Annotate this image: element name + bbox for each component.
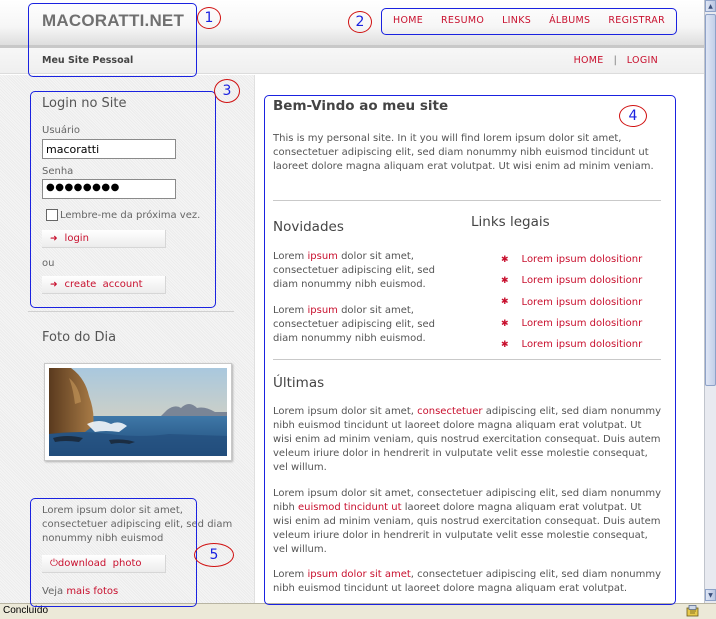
latest-paragraph (273, 405, 663, 475)
annotation-marker-5: 5 (194, 543, 234, 567)
latest-text: , consectetuer adipiscing elit, sed diam nonummy nibh euismod tincidunt ut laoreet dolore magna aliquam erat volutpat. (273, 569, 662, 594)
nav-home[interactable]: HOME (393, 14, 424, 26)
username-input[interactable] (42, 139, 176, 159)
news-text: dolor sit amet, consectetuer adipiscing elit, sed diam nonummy nibh euismod. (273, 305, 436, 344)
link-label[interactable]: Lorem ipsum dolositionr (521, 318, 643, 330)
login-button[interactable] (42, 230, 166, 248)
more-photos-prefix: Veja (42, 586, 67, 597)
star-bullet-icon: ✱ (501, 339, 509, 350)
arrow-right-icon: ➜ (50, 233, 58, 244)
photo-title: Foto do Dia (42, 330, 117, 345)
annotation-marker-4: 4 (619, 105, 647, 127)
main-title: Bem-Vindo ao meu site (273, 98, 449, 114)
scroll-down-button[interactable] (705, 589, 716, 601)
latest-paragraph (273, 568, 663, 596)
remember-label: Lembre-me da próxima vez. (60, 209, 201, 221)
nav-albums[interactable]: ÁLBUMS (549, 14, 591, 26)
photo-of-day[interactable] (44, 363, 232, 461)
more-photos-link[interactable]: mais fotos (66, 586, 119, 597)
list-item[interactable] (501, 334, 642, 355)
power-refresh-icon: ⏻ (50, 558, 58, 569)
list-item[interactable] (501, 292, 642, 313)
photo-description: Lorem ipsum dolor sit amet, consectetuer adipiscing elit, sed diam nonummy nibh euismod (42, 505, 233, 544)
star-bullet-icon: ✱ (501, 275, 509, 286)
password-input[interactable]: ●●●●●●●● (42, 179, 176, 199)
security-zone-icon[interactable] (686, 605, 700, 617)
list-item[interactable] (501, 249, 642, 270)
login-title: Login no Site (42, 96, 127, 111)
content-divider (273, 200, 661, 201)
status-text: Concluído (3, 605, 49, 616)
content-divider (273, 359, 661, 360)
triangle-up-icon: ▲ (708, 2, 713, 10)
news-item (273, 304, 445, 346)
sidebar-divider (28, 311, 234, 312)
link-label[interactable]: Lorem ipsum dolositionr (521, 254, 643, 266)
latest-text: laoreet dolore magna aliquam erat volutpat. Ut wisi enim ad minim veniam, quis nostrud exercitation consequat. Duis autem veleum iriure dolor in hendrerit in vulputate velit esse molestie consequat, vel willum. (273, 502, 661, 555)
arrow-right-icon: ➜ (50, 279, 58, 290)
star-bullet-icon: ✱ (501, 297, 509, 308)
nav-resumo[interactable]: RESUMO (441, 14, 485, 26)
nav-registrar[interactable]: REGISTRAR (608, 14, 665, 26)
site-title[interactable]: MACORATTI.NET (42, 11, 185, 30)
link-label[interactable]: Lorem ipsum dolositionr (521, 275, 643, 287)
annotation-marker-3: 3 (214, 79, 240, 103)
news-link[interactable]: ipsum (307, 251, 338, 262)
photo-image (49, 368, 227, 456)
login-button-label: login (64, 233, 89, 244)
subnav-login[interactable]: LOGIN (626, 55, 658, 66)
download-photo-button[interactable] (42, 555, 166, 573)
scroll-thumb[interactable] (705, 14, 716, 386)
latest-link[interactable]: ipsum dolor sit amet (307, 569, 411, 580)
latest-link[interactable]: consectetuer (417, 406, 483, 417)
latest-link[interactable]: euismod tincidunt ut (297, 502, 402, 513)
list-item[interactable] (501, 313, 642, 334)
news-text: dolor sit amet, consectetuer adipiscing elit, sed diam nonummy nibh euismod. (273, 251, 436, 290)
download-photo-label: download photo (57, 558, 142, 569)
password-label: Senha (42, 166, 74, 177)
remember-checkbox[interactable] (46, 209, 58, 221)
intro-text: This is my personal site. In it you will find lorem ipsum dolor sit amet, consectetuer adipiscing elit, sed diam nonummy nibh euismod tincidunt ut laoreet dolore magna aliquam erat volutpat. Ut wisi enim ad minim veniam. (273, 133, 654, 172)
subnav-separator: | (613, 55, 617, 66)
subnav-home[interactable]: HOME (573, 55, 604, 66)
triangle-down-icon: ▼ (708, 591, 713, 599)
news-link[interactable]: ipsum (307, 305, 338, 316)
nav-links[interactable]: LINKS (502, 14, 532, 26)
news-text: Lorem (273, 251, 308, 262)
latest-text: Lorem ipsum dolor sit amet, consectetuer adipiscing elit, sed diam nonummy nibh (273, 488, 662, 513)
left-sidebar (0, 75, 254, 603)
latest-text: Lorem ipsum dolor sit amet, (273, 406, 418, 417)
links-legais-list (501, 249, 642, 355)
browser-status-bar (0, 603, 716, 619)
links-legais-title: Links legais (471, 214, 550, 230)
site-subtitle: Meu Site Pessoal (42, 55, 134, 66)
star-bullet-icon: ✱ (501, 254, 509, 265)
top-nav (384, 8, 674, 32)
latest-paragraph (273, 487, 663, 557)
create-account-label: create account (64, 279, 143, 290)
more-photos (42, 586, 118, 597)
annotation-marker-2: 2 (348, 11, 372, 33)
news-item (273, 250, 445, 292)
remember-me[interactable] (46, 209, 200, 221)
latest-text: Lorem (273, 569, 308, 580)
subheader (0, 48, 704, 74)
link-label[interactable]: Lorem ipsum dolositionr (521, 339, 643, 351)
star-bullet-icon: ✱ (501, 318, 509, 329)
create-account-button[interactable] (42, 276, 166, 294)
list-item[interactable] (501, 270, 642, 291)
main-content (254, 75, 704, 603)
or-text: ou (42, 258, 55, 269)
latest-text: adipiscing elit, sed diam nonummy nibh euismod tincidunt ut laoreet dolore magna aliquam erat volutpat. Ut wisi enim ad minim veniam, quis nostrud exercitation consequat. Duis autem veleum iriure dolor in hendrerit in vulputate velit esse molestie consequat, vel willum. (273, 406, 662, 473)
username-label: Usuário (42, 125, 81, 136)
link-label[interactable]: Lorem ipsum dolositionr (521, 296, 643, 308)
annotation-marker-1: 1 (197, 7, 221, 29)
novidades-title: Novidades (273, 219, 344, 235)
sub-nav (574, 55, 658, 66)
vertical-scrollbar[interactable] (704, 0, 716, 603)
news-text: Lorem (273, 305, 308, 316)
scroll-up-button[interactable] (705, 0, 716, 12)
ultimas-title: Últimas (273, 375, 325, 391)
